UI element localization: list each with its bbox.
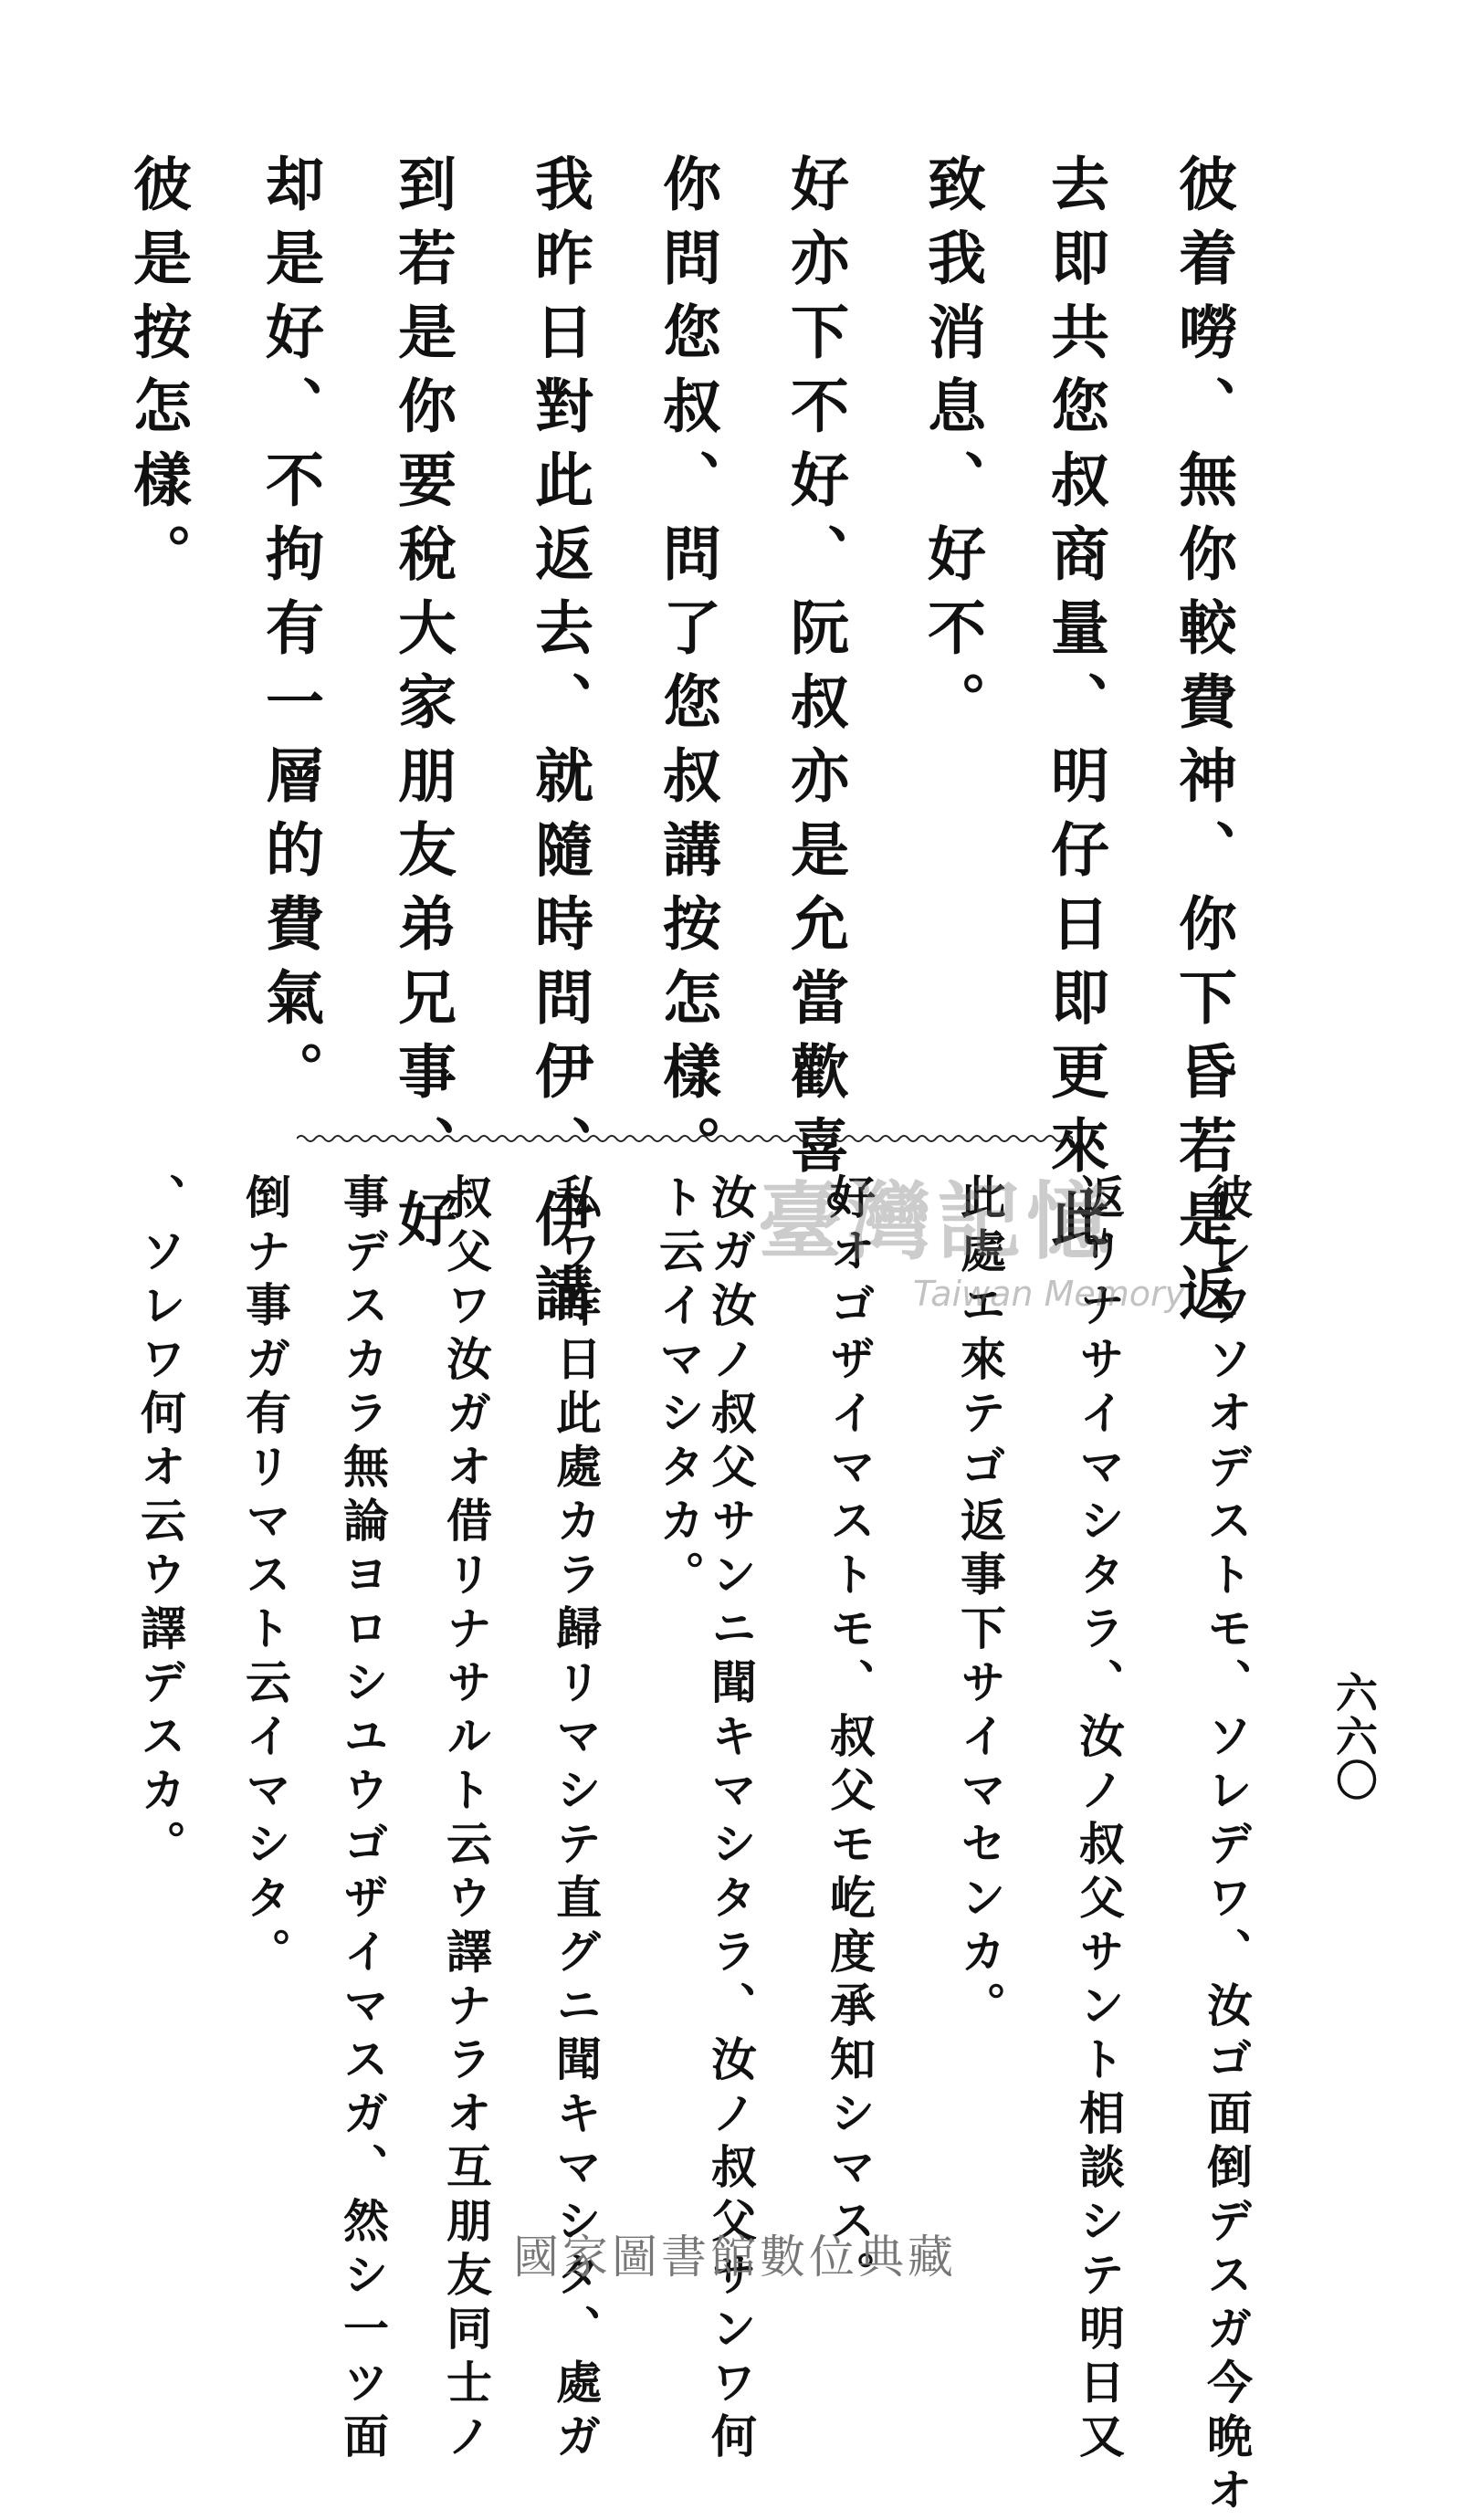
lower-column: 此處エ來テゴ返事下サイマセンカ。 (953, 1173, 1007, 2035)
section-divider (297, 1132, 1073, 1145)
lower-column: 彼レワソオデストモ、ソレデワ、汝ゴ面倒デスガ今晩オ (1200, 1173, 1254, 2520)
watermark-subtitle: Taiwan Memory (913, 1274, 1186, 1314)
page-number: 六六〇 (1329, 1671, 1379, 1802)
upper-column: 你問您叔、問了您叔講按怎樣。 (653, 153, 721, 1189)
upper-column: 去即共您叔商量、明仔日即更來此 (1041, 153, 1109, 1263)
footer-credit: 國家圖書館數位典藏 (513, 2231, 957, 2284)
lower-column: 事デスカラ無論ヨロシユウゴザイマスガ、然シ一ツ面 (336, 1173, 390, 2466)
lower-column: 返リナサイマシタラ、汝ノ叔父サント相談シテ明日又 (1072, 1173, 1126, 2466)
upper-column: 好亦下不好、阮叔亦是允當歡喜。 (781, 153, 849, 1263)
lower-column: 好オゴザイマストモ、叔父モ屹度承知シマス。 (823, 1173, 877, 2305)
lower-column: 汝ガ汝ノ叔父サンニ聞キマシタラ、汝ノ叔父サンワ何 (704, 1173, 758, 2466)
upper-column: 到若是你要稅大家朋友弟兄事、好 (388, 153, 457, 1263)
watermark-title: 臺灣記憶 (758, 1172, 1117, 1271)
lower-column: 倒ナ事ガ有リマスト云イマシタ。 (238, 1173, 292, 1981)
upper-column: 彼着嘮、無你較費神、你下昏若是返 (1169, 153, 1237, 1337)
upper-column: 却是好、不拘有一層的費氣。 (256, 153, 324, 1115)
lower-column: 、ソレワ何オ云ウ譯デスカ。 (133, 1173, 187, 1874)
upper-column: 彼是按怎樣。 (123, 153, 192, 597)
upper-column: 致我消息、好不。 (918, 153, 986, 745)
lower-column: 私ワ昨日此處カラ歸リマシテ直グニ聞キマシタ、處ガ (549, 1173, 603, 2466)
lower-column: ト云イマシタカ。 (652, 1173, 706, 1604)
upper-column: 我昨日對此返去、就隨時問伊、伊講 (525, 153, 593, 1337)
lower-column: 叔父ワ汝ガオ借リナサルト云ウ譯ナラオ互朋友同士ノ (439, 1173, 493, 2466)
